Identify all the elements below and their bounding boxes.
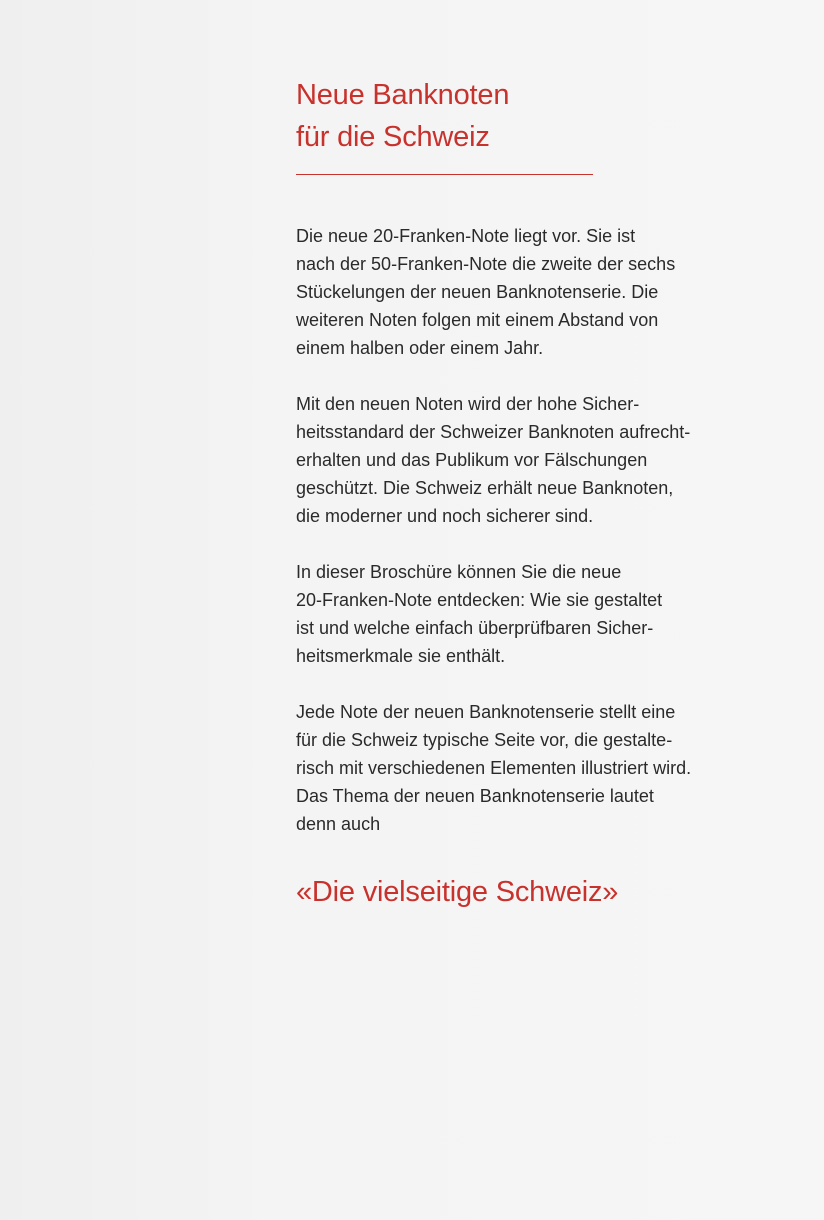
intro-paragraph: Die neue 20-Franken-Note liegt vor. Sie ist nach der 50-Franken-Note die zweite der sechs Stückelungen der neuen Banknotenserie. Die weiteren Noten folgen mit einem Abstand von einem halben oder einem Jahr.	[296, 226, 676, 358]
page-title-line-1: Neue Banknoten	[296, 79, 510, 111]
security-paragraph: Mit den neuen Noten wird der hohe Sicher- heitsstandard der Schweizer Banknoten aufrecht- erhalten und das Publikum vor Fälschungen geschützt. Die Schweiz erhält neue Banknoten, die moderner und noch sicherer sind.	[296, 394, 691, 526]
page-title-line-2: für die Schweiz	[296, 121, 490, 153]
title-divider	[296, 174, 593, 175]
series-theme-quote: «Die vielseitige Schweiz»	[296, 876, 619, 908]
page-title	[296, 74, 796, 158]
brochure-paragraph: In dieser Broschüre können Sie die neue 20-Franken-Note entdecken: Wie sie gestaltet ist und welche einfach überprüfbaren Sicher- heitsmerkmale sie enthält.	[296, 562, 663, 666]
theme-paragraph: Jede Note der neuen Banknotenserie stellt eine für die Schweiz typische Seite vor, die gestalte- risch mit verschiedenen Elementen illustriert wird. Das Thema der neuen Banknotenserie lautet denn auch	[296, 702, 692, 834]
page-content	[296, 74, 796, 910]
